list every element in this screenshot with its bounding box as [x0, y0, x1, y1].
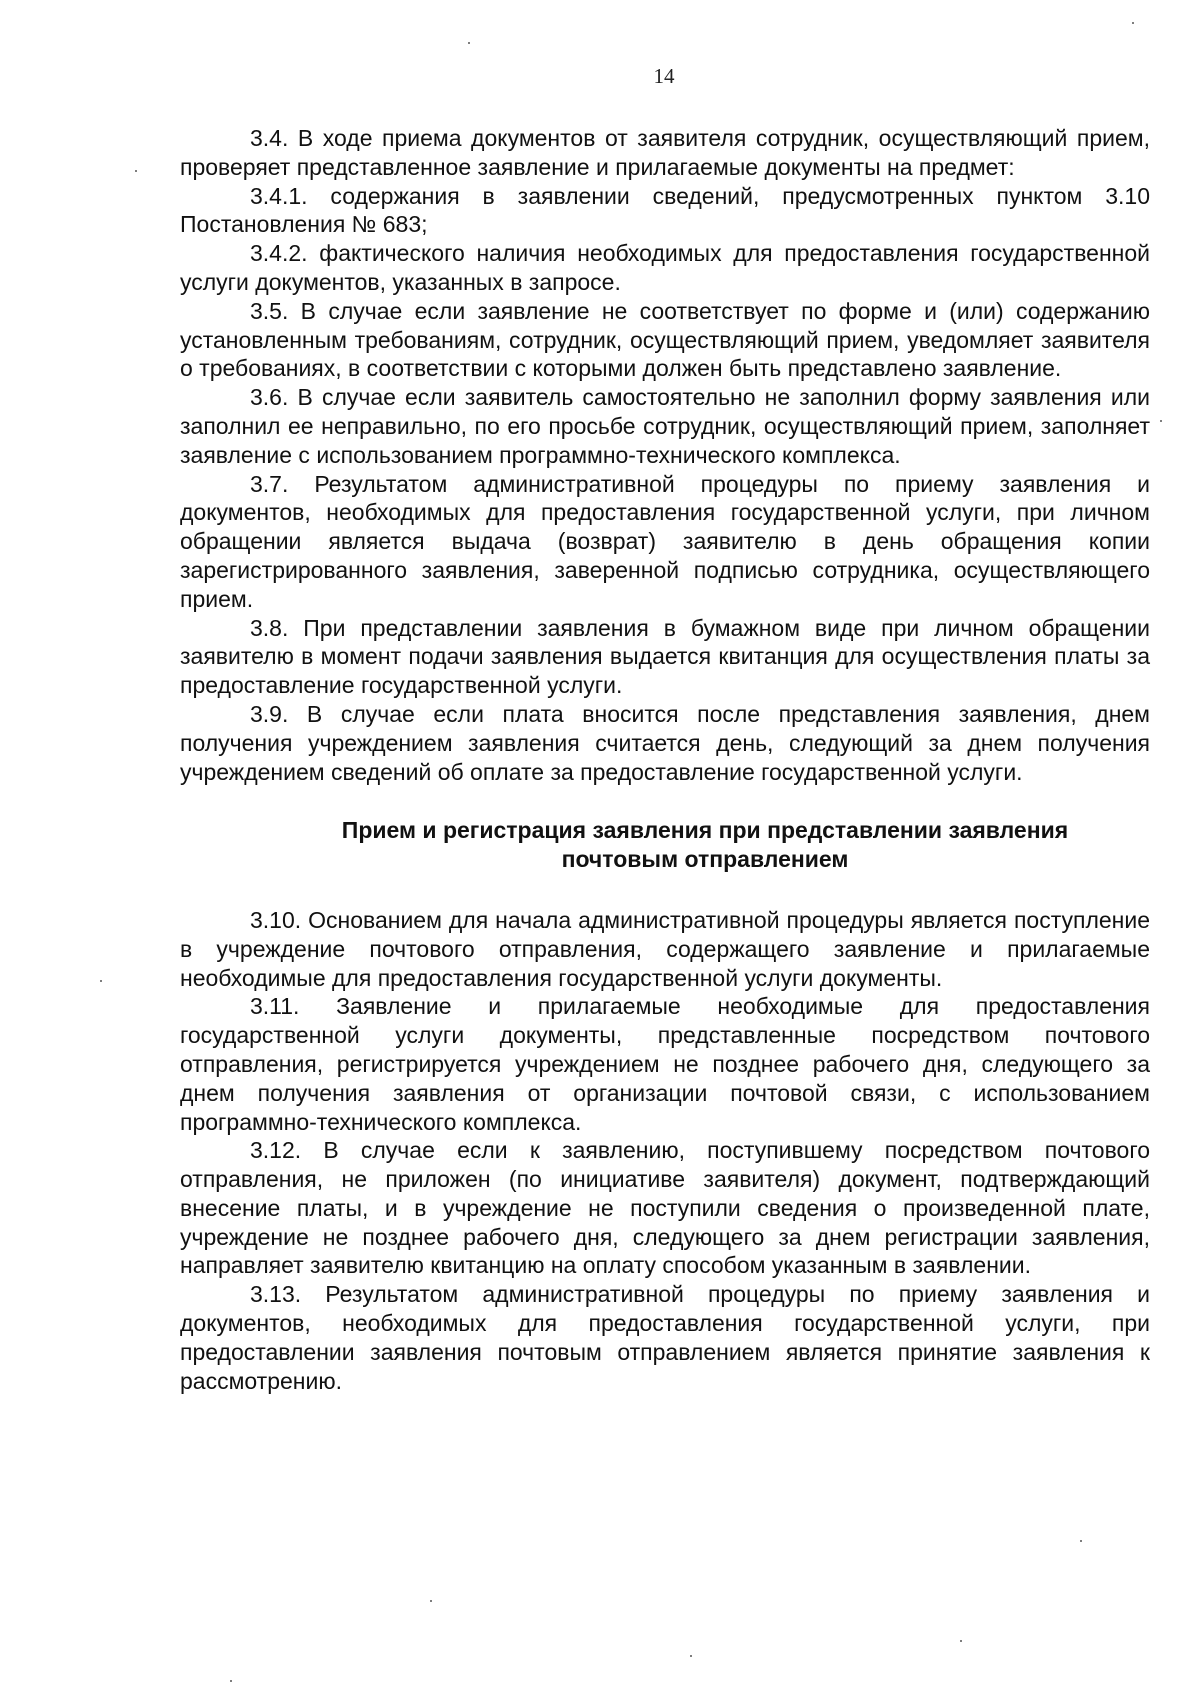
- paragraph-3-9: 3.9. В случае если плата вносится после представления заявления, днем получения учреждением заявления считается день, следующий за днем получения учреждением сведений об оплате за предоставление государственной услуги.: [180, 700, 1150, 785]
- scan-speck: [1132, 22, 1134, 24]
- scan-speck: [230, 1680, 232, 1682]
- scan-speck: [1160, 420, 1162, 422]
- scan-speck: [430, 1600, 432, 1602]
- paragraph-3-4-1: 3.4.1. содержания в заявлении сведений, предусмотренных пунктом 3.10 Постановления № 683;: [180, 182, 1150, 238]
- scan-speck: [960, 1640, 962, 1642]
- document-body: [180, 124, 1150, 1395]
- paragraph-3-11: 3.11. Заявление и прилагаемые необходимые для предоставления государственной услуги документы, представленные посредством почтового отправления, регистрируется учреждением не позднее рабочего дня, следующего за днем получения заявления от организации почтовой связи, с использованием программно-технического комплекса.: [180, 993, 1150, 1135]
- paragraph-3-8: 3.8. При представлении заявления в бумажном виде при личном обращении заявителю в момент подачи заявления выдается квитанция для осуществления платы за предоставление государственной услуги.: [180, 614, 1150, 699]
- paragraph-3-5: 3.5. В случае если заявление не соответствует по форме и (или) содержанию установленным требованиям, сотрудник, осуществляющий прием, уведомляет заявителя о требованиях, в соответствии с которыми должен быть представлено заявление.: [180, 297, 1150, 382]
- paragraph-3-13: 3.13. Результатом административной процедуры по приему заявления и документов, необходимых для предоставления государственной услуги, при предоставлении заявления почтовым отправлением является принятие заявления к рассмотрению.: [180, 1281, 1150, 1394]
- scan-speck: [690, 1655, 692, 1657]
- scan-speck: [468, 42, 470, 44]
- scan-speck: [135, 170, 137, 172]
- page-number: 14: [653, 64, 675, 88]
- paragraph-3-4: 3.4. В ходе приема документов от заявителя сотрудник, осуществляющий прием, проверяет представленное заявление и прилагаемые документы на предмет:: [180, 125, 1150, 180]
- paragraph-3-10: 3.10. Основанием для начала административной процедуры является поступление в учреждение почтового отправления, содержащего заявление и прилагаемые необходимые для предоставления государственной услуги документы.: [180, 906, 1150, 991]
- paragraph-3-7: 3.7. Результатом административной процедуры по приему заявления и документов, необходимых для предоставления государственной услуги, при личном обращении является выдача (возврат) заявителю в день обращения копии зарегистрированного заявления, заверенной подписью сотрудника, осуществляющего прием.: [180, 470, 1150, 612]
- scan-speck: [100, 980, 102, 982]
- section-heading: Прием и регистрация заявления при представлении заявления почтовым отправлением: [341, 817, 1069, 873]
- scan-speck: [1080, 1540, 1082, 1542]
- paragraph-3-4-2: 3.4.2. фактического наличия необходимых для предоставления государственной услуги документов, указанных в запросе.: [180, 240, 1150, 295]
- paragraph-3-12: 3.12. В случае если к заявлению, поступившему посредством почтового отправления, не приложен (по инициативе заявителя) документ, подтверждающий внесение платы, и в учреждение не поступили сведения о произведенной плате, учреждение не позднее рабочего дня, следующего за днем регистрации заявления, направляет заявителю квитанцию на оплату способом указанным в заявлении.: [180, 1137, 1150, 1279]
- paragraph-3-6: 3.6. В случае если заявитель самостоятельно не заполнил форму заявления или заполнил ее неправильно, по его просьбе сотрудник, осуществляющий прием, заполняет заявление с использованием программно-технического комплекса.: [180, 384, 1150, 468]
